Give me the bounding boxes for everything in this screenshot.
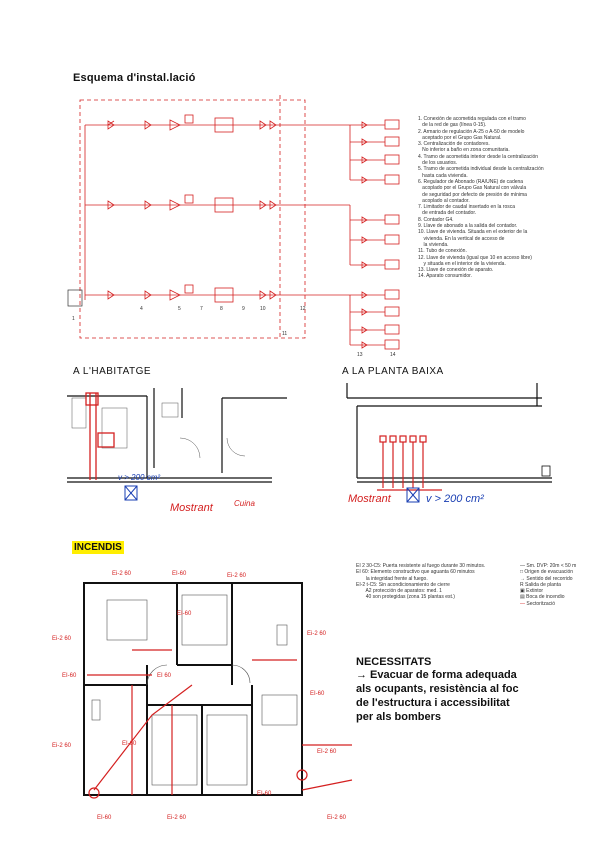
plan-label-15: EI-60 bbox=[257, 791, 272, 797]
plan-label-3: Ei-2 60 bbox=[307, 631, 327, 637]
label-13: 13 bbox=[357, 352, 363, 358]
label-9: 9 bbox=[242, 306, 245, 312]
scheme-note-line: 8. Contador G4. bbox=[418, 216, 454, 223]
scheme-note-line: 11. Tubo de conexión. bbox=[418, 248, 467, 255]
label-10: 10 bbox=[260, 306, 266, 312]
legend-label: Salida de planta bbox=[525, 581, 561, 588]
necessitats-line: de l'estructura i accessibilitat bbox=[356, 697, 510, 709]
scheme-note-line: 1. Conexión de acometida regulada con el tramo bbox=[418, 116, 526, 122]
legend-symbol-icon: — bbox=[520, 600, 527, 607]
plan-label-13: Ei-2 60 bbox=[167, 815, 187, 821]
incendis-definition-line: EI 2 30-C5: Puerta resistente al fuego durante 30 minutos. bbox=[356, 563, 486, 569]
legend-label: Sm. DVP: 20m < 50 m bbox=[526, 563, 577, 569]
necessitats-block bbox=[356, 656, 556, 724]
scheme-note-line: y situada en el interior de la vivienda. bbox=[418, 260, 506, 267]
legend-label: Sentido del recorrido bbox=[526, 575, 573, 582]
scheme-note-line: 13. Llave de conexión de aparato. bbox=[418, 267, 494, 274]
habitatge-plan bbox=[62, 378, 287, 513]
scheme-note-line: 12. Llave de vivienda (igual que 10 en acceso libre) bbox=[418, 254, 532, 261]
gas-installation-schematic bbox=[60, 90, 420, 360]
plan-label-8: EI-60 bbox=[310, 691, 325, 697]
plan-label-0: Ei-2 60 bbox=[112, 571, 132, 577]
incendis-floor-plan bbox=[52, 565, 357, 823]
plan-label-6: EI-60 bbox=[62, 673, 77, 679]
necessitats-line: per als bombers bbox=[356, 711, 441, 723]
incendis-definitions bbox=[356, 563, 516, 601]
scheme-note-line: 7. Limitador de caudal insertado en la rosca bbox=[418, 204, 516, 211]
plan-label-1: EI-60 bbox=[172, 571, 187, 577]
scheme-note-line: 3. Centralización de contadores. bbox=[418, 141, 490, 148]
habitatge-title: A L'HABITATGE bbox=[73, 366, 152, 377]
label-7: 7 bbox=[200, 306, 203, 312]
planta-baixa-hand-note: Mostrant bbox=[348, 493, 391, 505]
plan-label-7: EI 60 bbox=[157, 673, 172, 679]
legend-symbol-icon: R bbox=[520, 581, 525, 588]
plan-label-10: Ei-2 60 bbox=[52, 743, 72, 749]
legend-symbol-icon: → bbox=[520, 575, 527, 582]
plan-label-11: EI-60 bbox=[122, 741, 137, 747]
habitatge-vent-label: v > 200 cm² bbox=[118, 473, 161, 482]
planta-baixa-title: A LA PLANTA BAIXA bbox=[342, 366, 444, 377]
scheme-note-line: vivienda. En la vertical de acceso de bbox=[418, 235, 505, 242]
scheme-note-line: de seguridad por defecto de presión de mínima bbox=[418, 191, 527, 198]
scheme-note-line: acoplado por el Grupo Gas Natural con válvula bbox=[418, 185, 527, 192]
legend-symbol-icon: — bbox=[520, 563, 527, 569]
incendis-legend bbox=[520, 563, 598, 607]
necessitats-title: NECESSITATS bbox=[356, 656, 432, 668]
label-11: 11 bbox=[282, 331, 288, 337]
scheme-note-line: No inferior a baño en zona comunitaria. bbox=[418, 147, 510, 154]
habitatge-hand-note-1: Mostrant bbox=[170, 502, 213, 513]
label-14: 14 bbox=[390, 352, 396, 358]
planta-baixa-vent-label: v > 200 cm² bbox=[426, 493, 484, 505]
plan-label-2: Ei-2 60 bbox=[227, 573, 247, 579]
plan-label-14: Ei-2 60 bbox=[327, 815, 347, 821]
label-5: 5 bbox=[178, 306, 181, 312]
scheme-title: Esquema d'instal.lació bbox=[73, 72, 196, 84]
scheme-notes bbox=[418, 116, 593, 280]
incendis-definition-line: A2 protección de aparatos: med. 1 bbox=[356, 588, 442, 595]
legend-item bbox=[520, 601, 598, 607]
incendis-title: INCENDIS bbox=[74, 542, 122, 553]
legend-symbol-icon: □ bbox=[520, 569, 525, 576]
label-8: 8 bbox=[220, 306, 223, 312]
scheme-note-line: acoplado al contador. bbox=[418, 197, 470, 204]
necessitats-line: → Evacuar de forma adequada bbox=[356, 669, 517, 681]
planta-baixa-plan bbox=[342, 378, 552, 513]
scheme-note-line: de entrada del contador. bbox=[418, 210, 477, 217]
habitatge-hand-note-2: Cuina bbox=[234, 499, 255, 508]
scheme-note-line: 10. Llave de vivienda. Situada en el exterior de la bbox=[418, 229, 528, 236]
scheme-note-line: 6. Regulador de Abonado (RA/UNE) de cadena bbox=[418, 178, 524, 185]
incendis-definition-line: EI-2 t-C5: Sin acondicionamiento de cierre bbox=[356, 581, 450, 588]
scheme-note-line: 14. Aparato consumidor. bbox=[418, 273, 472, 280]
label-4: 4 bbox=[140, 306, 143, 312]
plan-label-9: EI-2 60 bbox=[317, 749, 337, 755]
legend-symbol-icon: ▤ bbox=[520, 594, 527, 601]
incendis-definition-line: EI 60: Elemento constructivo que aguanta 60 minutos bbox=[356, 569, 475, 576]
label-12: 12 bbox=[300, 306, 306, 312]
scheme-note-line: la vivienda. bbox=[418, 241, 449, 248]
legend-label: Boca de incendio bbox=[526, 594, 565, 601]
plan-label-4: EI-60 bbox=[177, 611, 192, 617]
incendis-definition-line: la integridad frente al fuego. bbox=[356, 575, 428, 582]
plan-label-5: Ei-2 60 bbox=[52, 636, 72, 642]
necessitats-lines bbox=[356, 668, 556, 724]
scheme-note-line: 5. Tramo de acometida individual desde la centralización bbox=[418, 166, 544, 173]
necessitats-line: als ocupants, resistència al foc bbox=[356, 683, 519, 695]
incendis-definition-line: 40 son protegidas (zona 15 plantas est.) bbox=[356, 594, 455, 601]
legend-label: Origen de evacuación bbox=[524, 569, 574, 576]
scheme-note-line: 9. Llave de abonado a la salida del contador. bbox=[418, 223, 518, 230]
plan-label-12: EI-60 bbox=[97, 815, 112, 821]
scheme-note-line: de los usuarios. bbox=[418, 160, 458, 167]
scheme-note-line: aceptado por el Grupo Gas Natural. bbox=[418, 134, 502, 141]
label-1: 1 bbox=[72, 316, 75, 322]
scheme-note-line: 4. Tramo de acometida interior desde la centralización bbox=[418, 153, 539, 160]
legend-symbol-icon: ▣ bbox=[520, 588, 527, 595]
scheme-note-line: de la red de gas (línea 0-15). bbox=[418, 122, 487, 129]
scheme-note-line: hasta cada vivienda. bbox=[418, 172, 468, 179]
legend-label: Sectorització bbox=[526, 600, 556, 607]
scheme-note-line: 2. Armario de regulación A-25 o A-50 de modelo bbox=[418, 128, 525, 135]
legend-label: Extintor bbox=[526, 588, 544, 595]
